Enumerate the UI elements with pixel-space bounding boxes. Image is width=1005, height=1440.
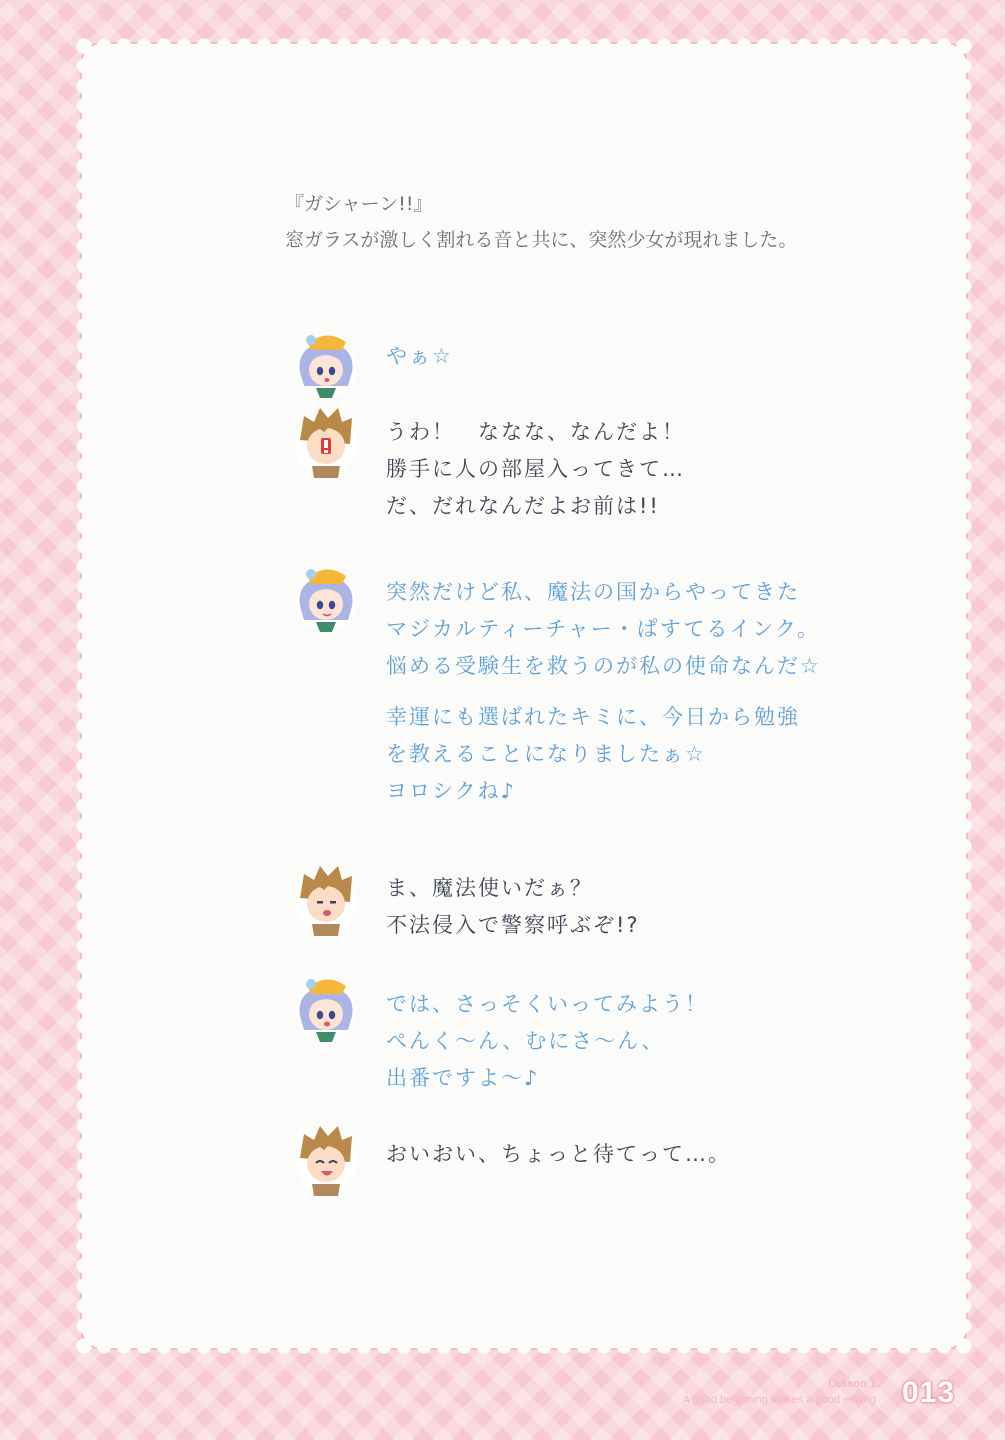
page-number: 013: [902, 1376, 956, 1409]
speech-line: 幸運にも選ばれたキミに、今日から勉強: [386, 705, 800, 729]
intro-line: 窓ガラスが激しく割れる音と共に、突然少女が現れました。: [285, 229, 798, 251]
lesson-subtitle: A good beginning makes a good ending: [682, 1394, 876, 1406]
girl-avatar-icon: [286, 556, 366, 636]
intro-line: 『ガシャーン!!』: [285, 193, 433, 215]
speech-line: 出番ですよ～♪: [386, 1066, 540, 1090]
speech-line: 突然だけど私、魔法の国からやってきた: [386, 580, 800, 604]
speech-line: うわ！ ななな、なんだよ！: [386, 420, 685, 444]
speech-line: 勝手に人の部屋入ってきて…: [386, 457, 685, 481]
speech-line: を教えることになりましたぁ☆: [386, 742, 706, 766]
speech-text: [386, 414, 685, 525]
speech-line: ぺんく～ん、むにさ～ん、: [386, 1029, 665, 1053]
speech-line: 不法侵入で警察呼ぶぞ!?: [386, 913, 640, 937]
speech-text: [386, 870, 640, 944]
speech-text: [386, 1136, 731, 1173]
boy-laughing-avatar-icon: [286, 1118, 366, 1198]
speech-line: マジカルティーチャー・ぱすてるインク。: [386, 617, 821, 641]
boy-avatar-icon: [286, 858, 366, 938]
speech-line: だ、だれなんだよお前は!!: [386, 494, 660, 518]
speech-line: ヨロシクね♪: [386, 779, 516, 803]
speech-text: [386, 338, 453, 375]
speech-line: やぁ☆: [386, 344, 453, 368]
girl-avatar-icon: [286, 322, 366, 402]
intro-narration: [285, 186, 797, 258]
speech-text: [386, 574, 821, 810]
boy-surprised-avatar-icon: [286, 400, 366, 480]
speech-line: では、さっそくいってみよう！: [386, 992, 708, 1016]
speech-line: おいおい、ちょっと待てって…。: [386, 1142, 731, 1166]
girl-avatar-icon: [286, 966, 366, 1046]
speech-line: 悩める受験生を救うのが私の使命なんだ☆: [386, 654, 821, 678]
lesson-label: Lesson 1: [828, 1378, 876, 1390]
speech-text: [386, 986, 708, 1097]
speech-line: ま、魔法使いだぁ？: [386, 876, 593, 900]
